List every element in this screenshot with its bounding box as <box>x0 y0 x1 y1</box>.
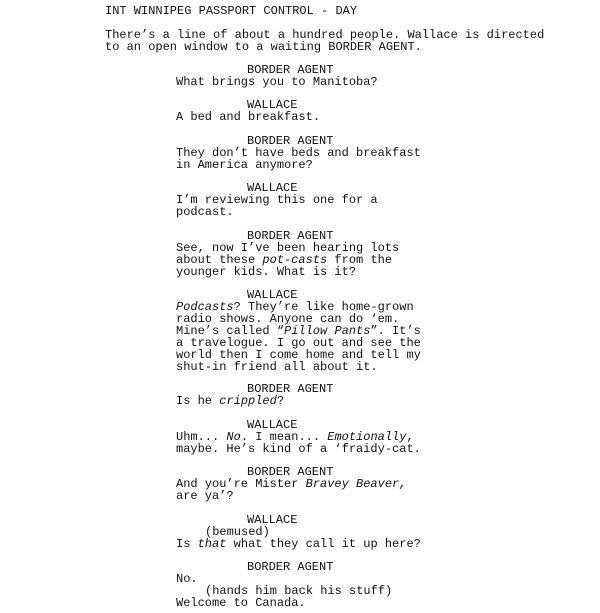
dialogue-line <box>176 573 198 585</box>
dialogue-text: are ya’? <box>176 489 234 503</box>
dialogue-text: And you’re Mister <box>176 477 306 491</box>
dialogue-text: Is <box>176 537 198 551</box>
dialogue-line <box>176 111 320 123</box>
dialogue-text: Welcome to Canada. <box>176 596 306 610</box>
parenthetical: (hands him back his stuff) <box>205 584 393 598</box>
dialogue-line <box>176 206 234 218</box>
character-cue: BORDER AGENT <box>247 63 334 77</box>
dialogue-text: No. <box>176 572 198 586</box>
dialogue-line <box>176 395 284 407</box>
emphasis-text: pot-casts <box>262 253 328 267</box>
dialogue-text: ? They’re like home-grown <box>233 300 414 314</box>
dialogue-text: Mine’s called “ <box>176 324 285 338</box>
emphasis-text: that <box>197 537 227 551</box>
character-cue: WALLACE <box>247 513 298 527</box>
character-cue: WALLACE <box>247 98 298 112</box>
character-cue: WALLACE <box>247 288 298 302</box>
emphasis-text: Podcasts <box>176 300 234 314</box>
dialogue-text: in America anymore? <box>176 158 313 172</box>
action-line: There’s a line of about a hundred people. Wallace is directed <box>105 28 545 42</box>
dialogue-text: maybe. He’s kind of a ‘fraidy-cat. <box>176 442 421 456</box>
dialogue-line <box>176 361 378 373</box>
parenthetical: (bemused) <box>205 525 270 539</box>
dialogue-line <box>176 266 356 278</box>
dialogue-text: world then I come home and tell my <box>176 348 421 362</box>
action-line: to an open window to a waiting BORDER AGENT. <box>105 40 422 54</box>
dialogue-text: What brings you to Manitoba? <box>176 75 378 89</box>
dialogue-text: about these <box>176 253 263 267</box>
emphasis-text: No <box>226 430 241 444</box>
dialogue-text: radio shows. Anyone can do ‘em. <box>176 312 400 326</box>
emphasis-text: crippled <box>219 394 277 408</box>
dialogue-text: ”. It’s <box>370 324 421 338</box>
dialogue-text: shut-in friend all about it. <box>176 360 378 374</box>
dialogue-line <box>176 443 421 455</box>
emphasis-text: Pillow Pants <box>284 324 371 338</box>
dialogue-text: podcast. <box>176 205 234 219</box>
dialogue-text: I’m reviewing this one for a <box>176 193 378 207</box>
dialogue-text: They don’t have beds and breakfast <box>176 146 421 160</box>
dialogue-text: A bed and breakfast. <box>176 110 321 124</box>
emphasis-text: Bravey Beaver, <box>305 477 407 491</box>
dialogue-text: , <box>406 430 414 444</box>
dialogue-text: a travelogue. I go out and see the <box>176 336 421 350</box>
character-cue: BORDER AGENT <box>247 382 334 396</box>
character-cue: BORDER AGENT <box>247 560 334 574</box>
emphasis-text: Emotionally <box>327 430 407 444</box>
dialogue-text: Uhm... <box>176 430 227 444</box>
character-cue: BORDER AGENT <box>247 465 334 479</box>
dialogue-line <box>176 538 421 550</box>
dialogue-line <box>176 597 306 609</box>
dialogue-text: what they call it up here? <box>226 537 421 551</box>
dialogue-line <box>176 76 378 88</box>
dialogue-text: ? <box>276 394 285 408</box>
character-cue: WALLACE <box>247 418 298 432</box>
scene-heading: INT WINNIPEG PASSPORT CONTROL - DAY <box>105 4 358 18</box>
character-cue: BORDER AGENT <box>247 229 334 243</box>
character-cue: BORDER AGENT <box>247 134 334 148</box>
character-cue: WALLACE <box>247 181 298 195</box>
dialogue-line <box>176 490 234 502</box>
dialogue-text: younger kids. What is it? <box>176 265 357 279</box>
dialogue-text: Is he <box>176 394 220 408</box>
dialogue-text: See, now I’ve been hearing lots <box>176 241 400 255</box>
dialogue-text: from the <box>327 253 393 267</box>
dialogue-line <box>176 159 313 171</box>
dialogue-text: . I mean... <box>240 430 328 444</box>
